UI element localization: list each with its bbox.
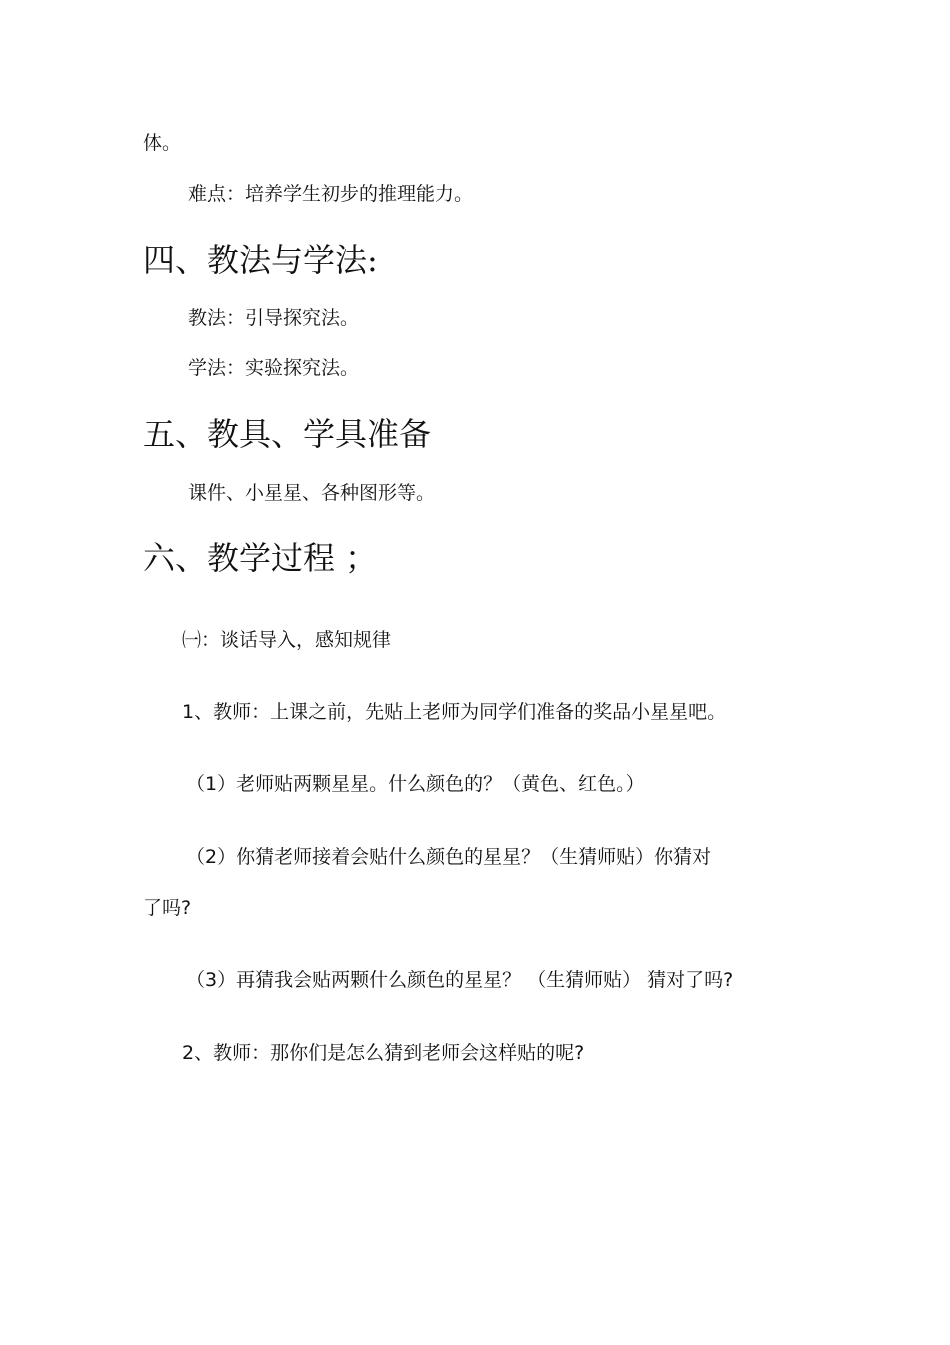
section-heading-process: 六、教学过程 ；	[143, 539, 378, 577]
text-line-step-2: 2、教师：那你们是怎么猜到老师会这样贴的呢?	[182, 1042, 585, 1064]
text-line-difficulty: 难点：培养学生初步的推理能力。	[188, 183, 474, 205]
text-line-materials: 课件、小星星、各种图形等。	[188, 482, 436, 504]
text-line-question-2: （2）你猜老师接着会贴什么颜色的星星？（生猜师贴）你猜对	[186, 846, 712, 868]
text-line-intro: ㈠：谈话导入，感知规律	[182, 629, 392, 651]
text-line-continuation: 体。	[143, 132, 182, 154]
section-heading-materials: 五、教具、学具准备	[143, 415, 432, 453]
text-line-question-1: （1）老师贴两颗星星。什么颜色的？（黄色、红色。）	[186, 773, 645, 795]
text-line-question-2-cont: 了吗?	[143, 897, 192, 919]
text-line-teaching-method: 教法：引导探究法。	[188, 307, 360, 329]
text-line-step-1: 1、教师：上课之前，先贴上老师为同学们准备的奖品小星星吧。	[182, 701, 727, 723]
text-line-question-3: （3）再猜我会贴两颗什么颜色的星星？ （生猜师贴） 猜对了吗?	[186, 969, 734, 991]
text-line-learning-method: 学法：实验探究法。	[188, 357, 360, 379]
section-heading-methods: 四、教法与学法:	[143, 241, 378, 279]
